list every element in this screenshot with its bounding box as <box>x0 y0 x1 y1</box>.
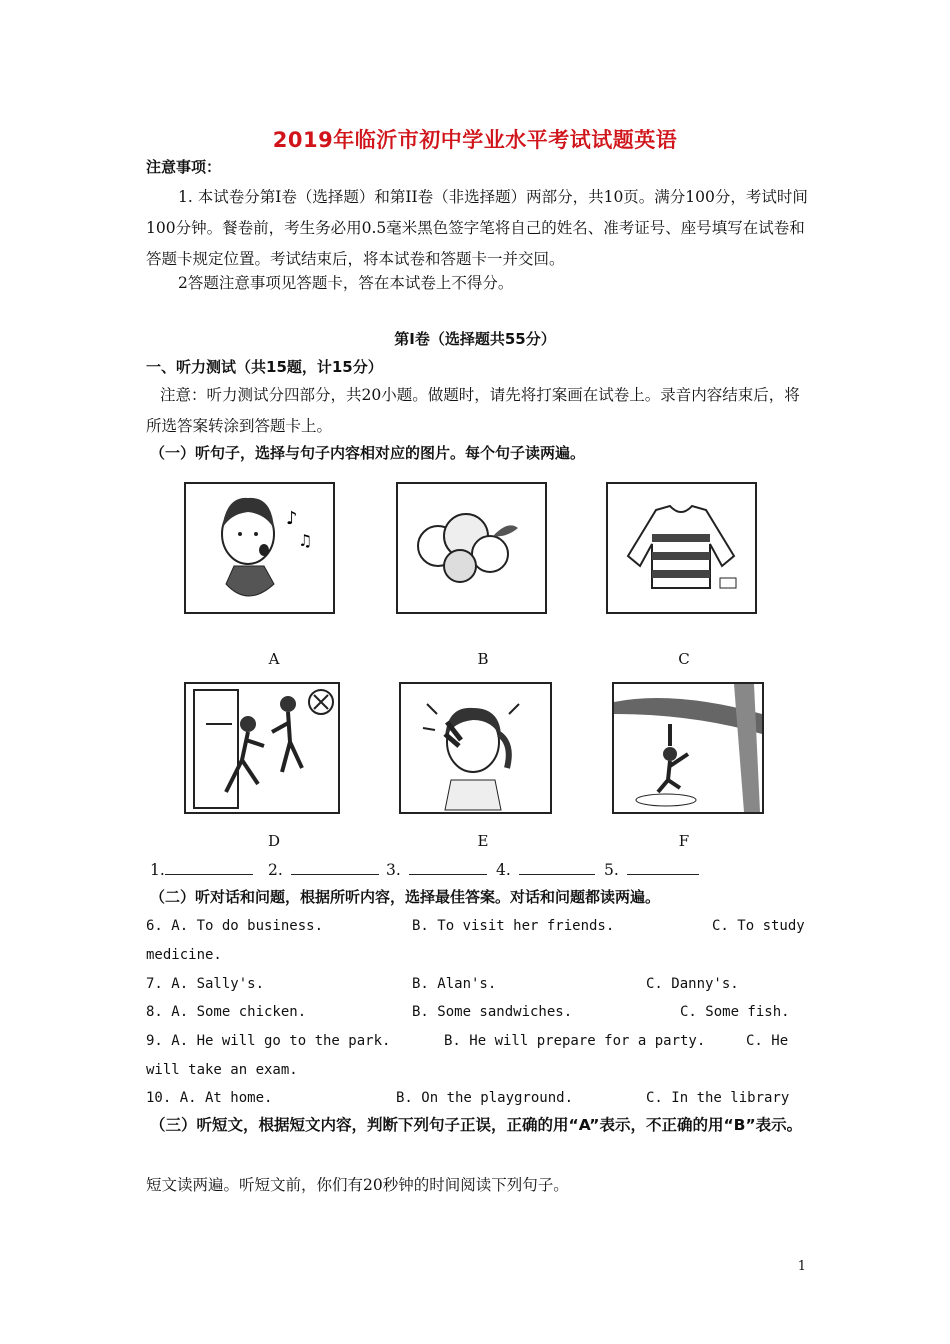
q9-option-b: B. He will prepare for a party. <box>444 1033 706 1049</box>
answer-blank-1[interactable]: 1. <box>150 855 253 885</box>
subsection-2: （二）听对话和问题，根据所听内容，选择最佳答案。对话和问题都读两遍。 <box>150 888 661 906</box>
section1-heading: 一、听力测试（共15题，计15分） <box>146 358 383 376</box>
q6-option-a: 6. A. To do business. <box>146 918 324 934</box>
picture-label-c: C <box>678 650 690 668</box>
q8-option-a: 8. A. Some chicken. <box>146 1004 307 1020</box>
fruit-icon <box>398 484 545 612</box>
q7-option-b: B. Alan's. <box>412 976 497 992</box>
q8-option-b: B. Some sandwiches. <box>412 1004 573 1020</box>
picture-label-f: F <box>678 832 690 850</box>
subsection-3-note: 短文读两遍。听短文前，你们有20秒钟的时间阅读下列句子。 <box>146 1176 569 1194</box>
q7-option-c: C. Danny's. <box>646 976 739 992</box>
picture-label-e: E <box>477 832 489 850</box>
sweater-icon <box>608 484 755 612</box>
q7-option-a: 7. A. Sally's. <box>146 976 265 992</box>
q10-option-c: C. In the library <box>646 1090 790 1106</box>
headache-girl-icon <box>401 684 550 812</box>
svg-text:♪: ♪ <box>286 508 298 529</box>
answer-blank-2[interactable]: 2. <box>268 855 379 885</box>
q6-option-c-cont: medicine. <box>146 947 222 963</box>
picture-c <box>606 482 757 614</box>
section1-note: 注意：听力测试分四部分，共20小题。做题时，请先将打案画在试卷上。录音内容结束后，将所选答案转涂到答题卡上。 <box>146 386 800 435</box>
page-number: 1 <box>797 1259 806 1274</box>
picture-label-b: B <box>477 650 489 668</box>
exam-title: 2019年临沂市初中学业水平考试试题英语 <box>272 128 678 152</box>
picture-label-a: A <box>268 650 280 668</box>
answer-blank-5[interactable]: 5. <box>604 855 699 885</box>
notice-heading: 注意事项： <box>146 158 222 176</box>
subsection-3: （三）听短文，根据短文内容，判断下列句子正误，正确的用“A”表示，不正确的用“B”表示。 <box>150 1116 803 1134</box>
notice-item-2: 2答题注意事项见答题卡，答在本试卷上不得分。 <box>178 274 514 292</box>
q6-option-b: B. To visit her friends. <box>412 918 615 934</box>
picture-b <box>396 482 547 614</box>
falling-boy-icon <box>614 684 762 812</box>
svg-text:♫: ♫ <box>298 531 313 550</box>
picture-a <box>184 482 335 614</box>
q6-option-c: C. To study <box>712 918 805 934</box>
q8-option-c: C. Some fish. <box>680 1004 790 1020</box>
picture-f <box>612 682 764 814</box>
q9-option-a: 9. A. He will go to the park. <box>146 1033 391 1049</box>
picture-e <box>399 682 552 814</box>
notice-item-1: 1. 本试卷分第I卷（选择题）和第II卷（非选择题）两部分，共10页。满分100分，考试时间100分钟。餐卷前，考生务必用0.5毫米黑色签字笔将自己的姓名、准考证号、座号填写在试卷和答题卡规定位置。考试结束后，将本试卷和答题卡一并交回。 <box>146 188 808 268</box>
q9-option-c-cont: will take an exam. <box>146 1062 298 1078</box>
q9-option-c: C. He <box>746 1033 789 1049</box>
singing-girl-icon <box>186 484 333 612</box>
picture-d <box>184 682 340 814</box>
answer-blank-4[interactable]: 4. <box>496 855 595 885</box>
answer-blank-3[interactable]: 3. <box>386 855 487 885</box>
q10-option-a: 10. A. At home. <box>146 1090 273 1106</box>
subsection-1: （一）听句子，选择与句子内容相对应的图片。每个句子读两遍。 <box>150 444 586 462</box>
q10-option-b: B. On the playground. <box>396 1090 574 1106</box>
picture-label-d: D <box>267 832 281 850</box>
part1-title: 第I卷（选择题共55分） <box>394 330 556 348</box>
running-boys-icon <box>186 684 338 812</box>
